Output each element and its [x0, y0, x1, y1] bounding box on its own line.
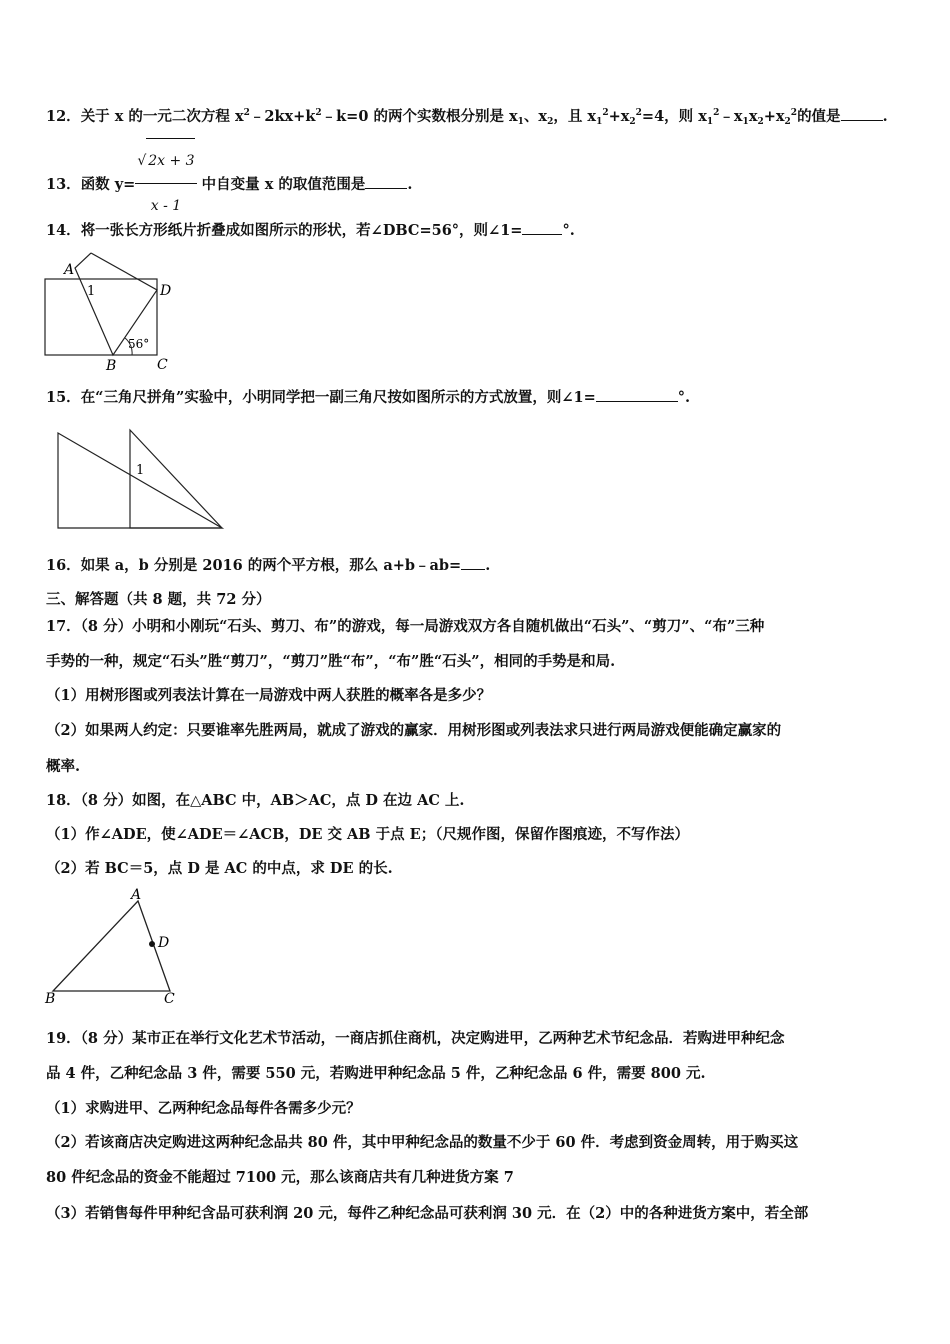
label-angle-1: 1 — [87, 284, 96, 299]
answer-blank[interactable] — [365, 188, 407, 189]
q14-text: 将一张长方形纸片折叠成如图所示的形状，若∠DBC=56°，则∠1= — [80, 222, 523, 239]
q19-line-2: 品 4 件，乙种纪念品 3 件，需要 550 元，若购进甲种纪念品 5 件，乙种纪念品 6 件，需要 800 元. — [46, 1065, 706, 1082]
label-B: B — [45, 991, 56, 1007]
q12-text: ，且 x — [553, 108, 597, 125]
punct: °. — [562, 222, 575, 239]
q13-text: 函数 y= — [80, 176, 136, 193]
subscript: 1 — [517, 117, 524, 127]
punct: . — [882, 108, 888, 125]
q12-text: ﹣x — [719, 108, 743, 125]
fraction: $\frac{√ 2x + 3}{x - 1}$ — [135, 138, 196, 228]
q12-text: =4，则 x — [641, 108, 707, 125]
q17-part-2a: （2）如果两人约定：只要谁率先胜两局，就成了游戏的赢家．用树形图或列表法求只进行两局游戏便能确定赢家的 — [46, 722, 782, 739]
subscript: 2 — [629, 117, 636, 127]
superscript: 2 — [713, 108, 720, 118]
denominator: x - 1 — [150, 198, 182, 214]
q12-text: 关于 x 的一元二次方程 x — [80, 108, 244, 125]
q19-part-2a: （2）若该商店决定购进这两种纪念品共 80 件，其中甲种纪念品的数量不少于 60 件．考虑到资金周转，用于购买这 — [46, 1134, 799, 1151]
q15-figure — [55, 428, 227, 532]
punct: . — [485, 557, 491, 574]
triangle-ruler-right — [130, 430, 222, 528]
question-number: 14． — [46, 222, 81, 239]
radicand: 2x + 3 — [146, 138, 194, 183]
q12-text: ﹣2kx+k — [249, 108, 316, 125]
q15-line — [46, 388, 690, 408]
label-A: A — [131, 887, 142, 903]
label-B: B — [106, 358, 117, 374]
answer-blank[interactable] — [596, 401, 678, 402]
q12-text: 的值是 — [797, 108, 841, 125]
label-D: D — [158, 935, 170, 951]
label-56-degrees: 56° — [128, 337, 150, 351]
q18-line-1: 18．（8 分）如图，在△ABC 中，AB＞AC，点 D 在边 AC 上. — [46, 792, 465, 809]
superscript: 2 — [315, 108, 322, 118]
q12-text: +x — [763, 108, 785, 125]
q19-part-3: （3）若销售每件甲种纪含品可获利润 20 元，每件乙种纪念品可获利润 30 元．在（2）中的各种进货方案中，若全部 — [46, 1205, 809, 1222]
q12-text: ﹣k=0 的两个实数根分别是 x — [321, 108, 518, 125]
q12-text: +x — [608, 108, 630, 125]
superscript: 2 — [790, 108, 798, 118]
subscript: 1 — [596, 117, 603, 127]
label-C: C — [164, 991, 175, 1007]
q18-part-2: （2）若 BC＝5，点 D 是 AC 的中点，求 DE 的长. — [46, 860, 393, 877]
q13-line — [46, 140, 412, 230]
q17-line-2: 手势的一种，规定“石头”胜“剪刀”，“剪刀”胜“布”，“布”胜“石头”，相同的手势是和局. — [46, 653, 616, 670]
punct: °. — [677, 389, 691, 406]
q12-text: x — [748, 108, 758, 125]
subscript: 2 — [547, 117, 554, 127]
q18-part-1: （1）作∠ADE，使∠ADE＝∠ACB，DE 交 AB 于点 E；（尺规作图，保留作图痕迹，不写作法） — [46, 826, 689, 843]
label-angle-1: 1 — [136, 463, 145, 478]
answer-blank[interactable] — [461, 569, 485, 570]
superscript: 2 — [635, 108, 642, 118]
question-number: 15． — [46, 389, 81, 406]
superscript: 2 — [602, 108, 609, 118]
subscript: 1 — [706, 117, 714, 127]
punct: . — [407, 176, 413, 193]
answer-blank[interactable] — [522, 234, 562, 235]
q13-text: 中自变量 x 的取值范围是 — [201, 176, 366, 193]
label-A: A — [64, 262, 75, 278]
point-D — [149, 941, 155, 947]
q16-text: 如果 a，b 分别是 2016 的两个平方根，那么 a+b﹣ab= — [80, 557, 462, 574]
q12-line — [46, 103, 888, 132]
question-number: 12． — [46, 108, 81, 125]
subscript: 2 — [784, 117, 791, 127]
q15-text: 在“三角尺拼角”实验中，小明同学把一副三角尺按如图所示的方式放置，则∠1= — [80, 389, 596, 406]
q12-text: 、x — [523, 108, 548, 125]
label-D: D — [160, 283, 172, 299]
q14-line — [46, 221, 575, 241]
superscript: 2 — [243, 108, 250, 118]
q19-part-1: （1）求购进甲、乙两种纪念品每件各需多少元？ — [46, 1100, 361, 1117]
subscript: 2 — [757, 117, 764, 127]
q19-part-2b: 80 件纪念品的资金不能超过 7100 元，那么该商店共有几种进货方案 7 — [46, 1169, 514, 1186]
section-heading: 三、解答题（共 8 题，共 72 分） — [46, 591, 271, 608]
q19-line-1: 19．（8 分）某市正在举行文化艺术节活动，一商店抓住商机，决定购进甲，乙两种艺术节纪念品．若购进甲种纪念 — [46, 1030, 785, 1047]
subscript: 1 — [742, 117, 749, 127]
q17-line-1: 17．（8 分）小明和小刚玩“石头、剪刀、布”的游戏，每一局游戏双方各自随机做出“石头”、“剪刀”、“布”三种 — [46, 618, 765, 635]
question-number: 13． — [46, 176, 81, 193]
triangle-ruler-left — [58, 433, 222, 528]
q17-part-2b: 概率. — [46, 758, 81, 775]
question-number: 16． — [46, 557, 81, 574]
answer-blank[interactable] — [841, 120, 883, 121]
q16-line — [46, 556, 490, 576]
label-C: C — [157, 357, 168, 373]
q17-part-1: （1）用树形图或列表法计算在一局游戏中两人获胜的概率各是多少？ — [46, 687, 492, 704]
q18-figure — [40, 886, 185, 1010]
q14-figure — [42, 250, 182, 374]
